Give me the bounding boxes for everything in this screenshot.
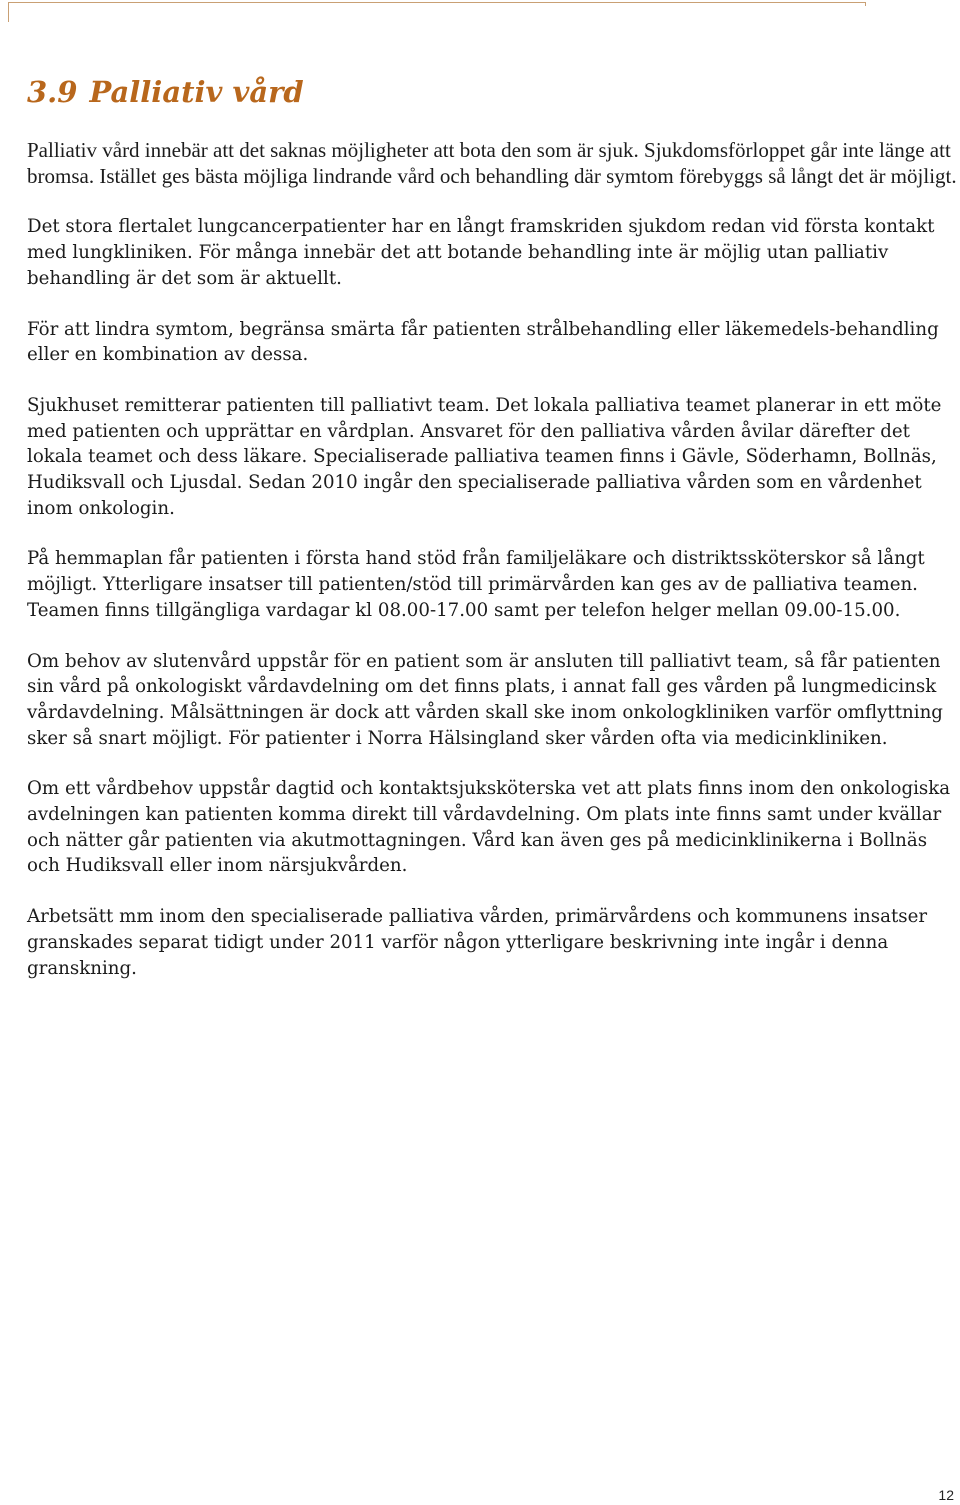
header-corner-mark bbox=[8, 2, 9, 22]
paragraph-home-care: På hemmaplan får patienten i första hand stöd från familjeläkare och distriktssköterskor så långt möjligt. Ytterligare insatser till patienten/stöd till primärvården kan ges av de palliativa teamen. Teamen finns tillgängliga vardagar kl 08.00-17.00 samt per telefon helger mellan 09.00-15.00. bbox=[27, 548, 925, 621]
paragraph-inpatient-care: Om behov av slutenvård uppstår för en patient som är ansluten till palliativt team, så får patienten sin vård på onkologiskt vårdavdelning om det finns plats, i annat fall ges vården på lungmedicinsk vårdavdelning. Målsättningen är dock att vården skall ske inom onkologkliniken varför omflyttning sker så snart möjligt. För patienter i Norra Hälsingland sker vården ofta via medicinkliniken. bbox=[27, 650, 943, 749]
paragraph-daytime-care: Om ett vårdbehov uppstår dagtid och kontaktsjuksköterska vet att plats finns inom den onkologiska avdelningen kan patienten komma direkt till vårdavdelning. Om plats inte finns samt under kvällar och nätter går patienten via akutmottagningen. Vård kan även ges på medicinklinikerna i Bollnäs och Hudiksvall eller inom närsjukvården. bbox=[27, 778, 951, 877]
header-tick-mark bbox=[865, 2, 866, 6]
paragraph-palliative-team: Sjukhuset remitterar patienten till palliativt team. Det lokala palliativa teamet planerar in ett möte med patienten och upprättar en vårdplan. Ansvaret för den palliativa vården åvilar därefter det lokala teamet och dess läkare. Specialiserade palliativa teamen finns i Gävle, Söderhamn, Bollnäs, Hudiksvall och Ljusdal. Sedan 2010 ingår den specialiserade palliativa vården som en vårdenhet inom onkologin. bbox=[27, 394, 942, 519]
section-heading bbox=[27, 72, 957, 112]
page-content bbox=[27, 72, 957, 1006]
paragraph-symptom-relief: För att lindra symtom, begränsa smärta får patienten strålbehandling eller läkemedels-behandling eller en kombination av dessa. bbox=[27, 318, 939, 366]
section-number: 3.9 bbox=[27, 75, 78, 109]
header-rule bbox=[8, 2, 866, 3]
page-number: 12 bbox=[938, 1487, 954, 1503]
paragraph-review: Arbetsätt mm inom den specialiserade palliativa vården, primärvårdens och kommunens insatser granskades separat tidigt under 2011 varför någon ytterligare beskrivning inte ingår i denna granskning. bbox=[27, 906, 928, 979]
paragraph-intro: Palliativ vård innebär att det saknas möjligheter att bota den som är sjuk. Sjukdomsförloppet går inte länge att bromsa. Istället ges bästa möjliga lindrande vård och behandling där symtom förebyggs så långt det är möjligt. bbox=[27, 138, 957, 188]
section-title: Palliativ vård bbox=[89, 75, 304, 109]
paragraph-lungcancer: Det stora flertalet lungcancerpatienter har en långt framskriden sjukdom redan vid första kontakt med lungkliniken. För många innebär det att botande behandling inte är möjlig utan palliativ behandling är det som är aktuellt. bbox=[27, 216, 935, 289]
